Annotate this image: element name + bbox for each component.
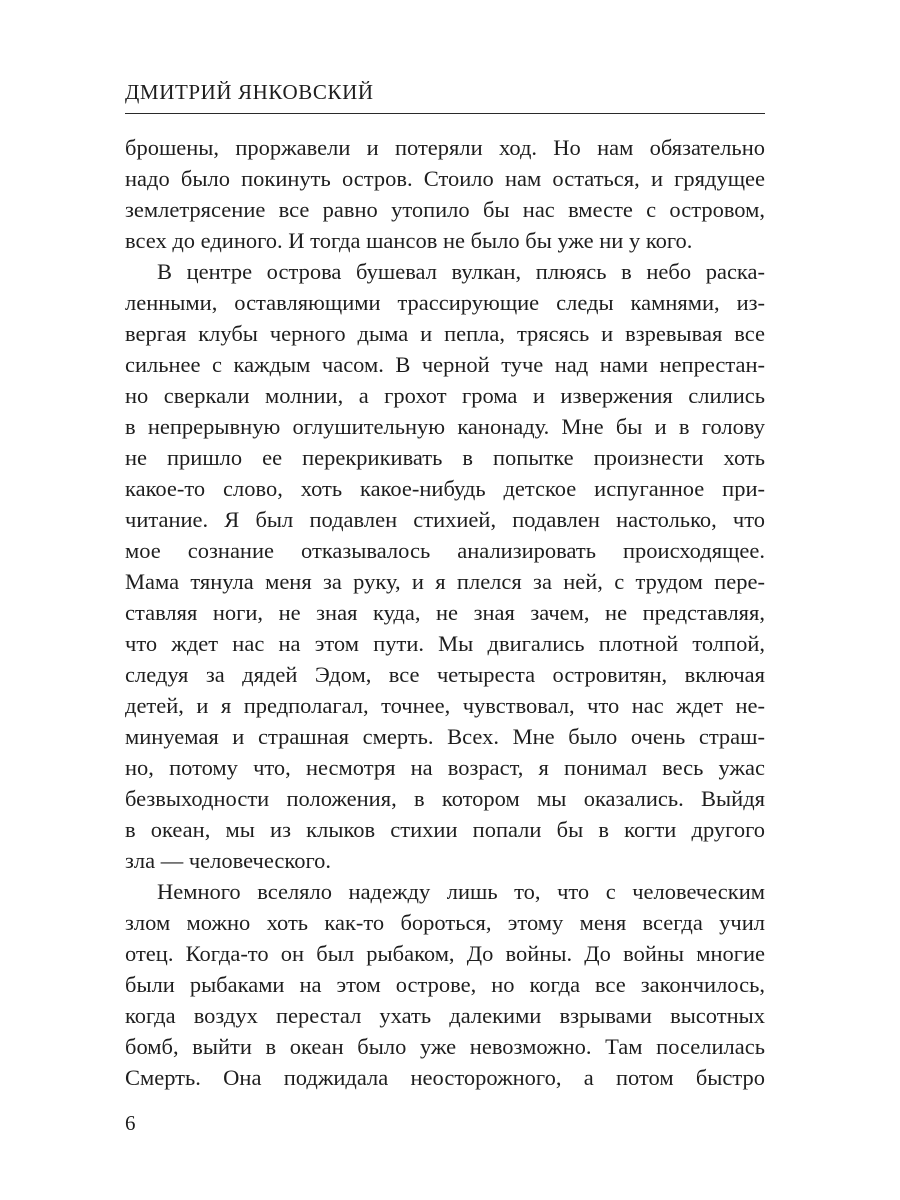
paragraph-line: но, потому что, несмотря на возраст, я понимал весь ужас bbox=[125, 755, 765, 780]
header-rule bbox=[125, 113, 765, 114]
paragraph-line: что ждет нас на этом пути. Мы двигались плотной толпой, bbox=[125, 631, 765, 656]
paragraph-line: отец. Когда-то он был рыбаком, До войны. До войны многие bbox=[125, 941, 765, 966]
paragraph-line: в океан, мы из клыков стихии попали бы в когти другого bbox=[125, 817, 765, 842]
paragraph-line: зла — человеческого. bbox=[125, 848, 331, 873]
paragraph-line: минуемая и страшная смерть. Всех. Мне было очень страш- bbox=[125, 724, 765, 749]
paragraph-line: детей, и я предполагал, точнее, чувствовал, что нас ждет не- bbox=[125, 693, 765, 718]
paragraph-line: землетрясение все равно утопило бы нас вместе с островом, bbox=[125, 197, 765, 222]
paragraph-line: в непрерывную оглушительную канонаду. Мне бы и в голову bbox=[125, 414, 765, 439]
paragraph-line: всех до единого. И тогда шансов не было бы уже ни у кого. bbox=[125, 228, 693, 253]
paragraph-line: бомб, выйти в океан было уже невозможно. Там поселилась bbox=[125, 1034, 765, 1059]
paragraph-line: мое сознание отказывалось анализировать происходящее. bbox=[125, 538, 765, 563]
paragraph-line: какое-то слово, хоть какое-нибудь детское испуганное при- bbox=[125, 476, 765, 501]
paragraph-line: Смерть. Она поджидала неосторожного, а потом быстро bbox=[125, 1065, 765, 1090]
paragraph-line: безвыходности положения, в котором мы оказались. Выйдя bbox=[125, 786, 765, 811]
paragraph-line: читание. Я был подавлен стихией, подавлен настолько, что bbox=[125, 507, 765, 532]
paragraph-line: не пришло ее перекрикивать в попытке произнести хоть bbox=[125, 445, 765, 470]
paragraph-line: были рыбаками на этом острове, но когда все закончилось, bbox=[125, 972, 765, 997]
paragraph-line: но сверкали молнии, а грохот грома и извержения слились bbox=[125, 383, 765, 408]
paragraph-line: когда воздух перестал ухать далекими взрывами высотных bbox=[125, 1003, 765, 1028]
paragraph-line: надо было покинуть остров. Стоило нам остаться, и грядущее bbox=[125, 166, 765, 191]
paragraph-line: сильнее с каждым часом. В черной туче над нами непрестан- bbox=[125, 352, 765, 377]
paragraph-line: злом можно хоть как-то бороться, этому меня всегда учил bbox=[125, 910, 765, 935]
paragraph-line: В центре острова бушевал вулкан, плюясь в небо раска- bbox=[157, 259, 765, 284]
paragraph-line: ставляя ноги, не зная куда, не зная зачем, не представляя, bbox=[125, 600, 765, 625]
paragraph-line: следуя за дядей Эдом, все четыреста островитян, включая bbox=[125, 662, 765, 687]
paragraph-line: вергая клубы черного дыма и пепла, трясясь и взревывая все bbox=[125, 321, 765, 346]
paragraph-line: брошены, проржавели и потеряли ход. Но нам обязательно bbox=[125, 135, 765, 160]
page-number: 6 bbox=[125, 1111, 136, 1135]
paragraph-line: Немного вселяло надежду лишь то, что с человеческим bbox=[157, 879, 765, 904]
paragraph-line: ленными, оставляющими трассирующие следы камнями, из- bbox=[125, 290, 765, 315]
paragraph-line: Мама тянула меня за руку, и я плелся за ней, с трудом пере- bbox=[125, 569, 765, 594]
running-header: ДМИТРИЙ ЯНКОВСКИЙ bbox=[125, 80, 374, 104]
page-body bbox=[125, 132, 765, 1093]
